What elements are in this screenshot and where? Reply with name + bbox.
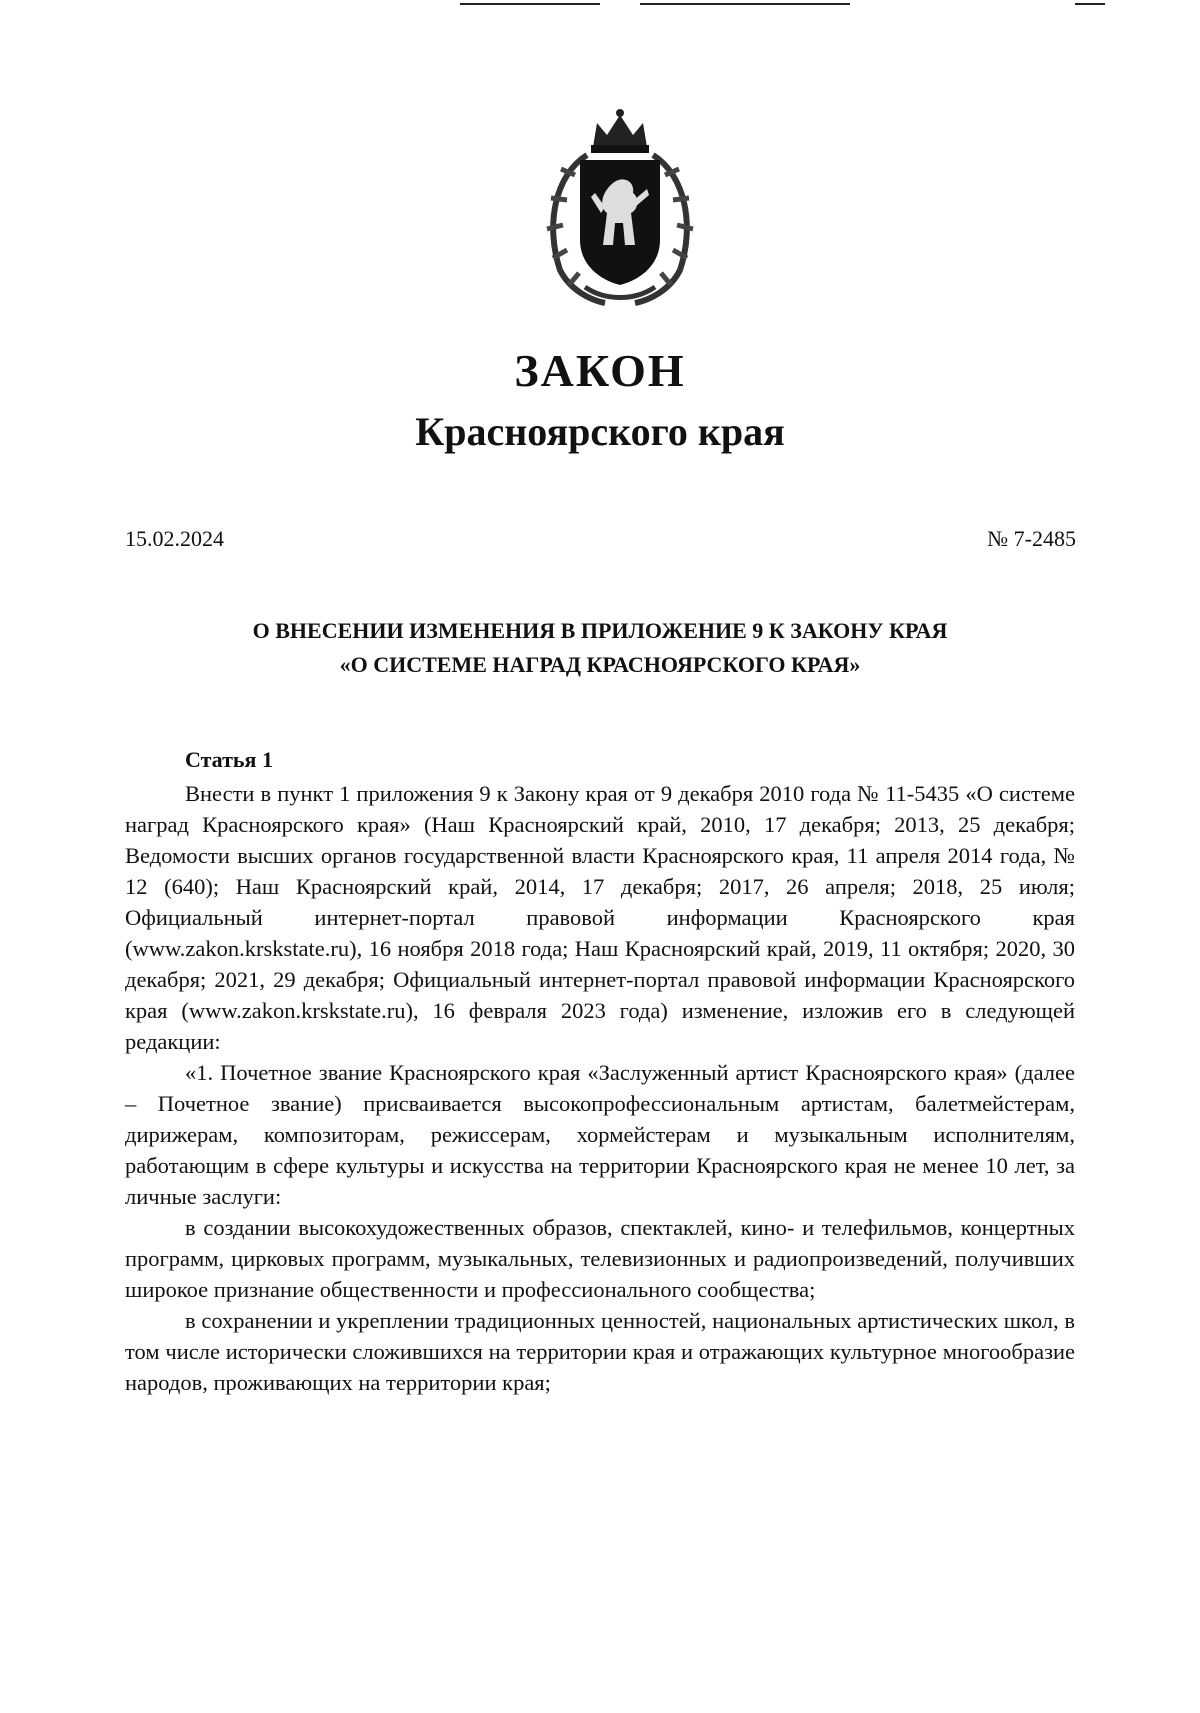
article-body — [125, 778, 1075, 1398]
scan-edge-line — [640, 3, 850, 5]
law-title: ЗАКОН — [514, 345, 686, 396]
law-number: № 7-2485 — [987, 526, 1076, 551]
paragraph: в создании высокохудожественных образов, спектаклей, кино- и телефильмов, концертных программ, цирковых программ, музыкальных, телевизионных и радиопроизведений, получивших широкое признание общественности и профессионального сообщества; — [125, 1215, 1075, 1302]
law-region: Красноярского края — [415, 409, 785, 454]
scan-edge-line — [460, 3, 600, 5]
law-heading-line: «О СИСТЕМЕ НАГРАД КРАСНОЯРСКОГО КРАЯ» — [339, 652, 861, 677]
coat-of-arms-emblem — [535, 105, 705, 310]
article-label: Статья 1 — [185, 747, 273, 772]
paragraph: в сохранении и укреплении традиционных ценностей, национальных артистических школ, в том числе исторически сложившихся на территории края и отражающих культурное многообразие народов, проживающих на территории края; — [125, 1308, 1075, 1395]
law-date: 15.02.2024 — [125, 526, 224, 551]
law-heading-line: О ВНЕСЕНИИ ИЗМЕНЕНИЯ В ПРИЛОЖЕНИЕ 9 К ЗАКОНУ КРАЯ — [252, 618, 948, 643]
paragraph: «1. Почетное звание Красноярского края «Заслуженный артист Красноярского края» (далее – Почетное звание) присваивается высокопрофессиональным артистам, балетмейстерам, дирижерам, композиторам, режиссерам, хормейстерам и музыкальным исполнителям, работающим в сфере культуры и искусства на территории Красноярского края не менее 10 лет, за личные заслуги: — [125, 1060, 1075, 1209]
scan-edge-line — [1075, 3, 1105, 5]
law-heading — [125, 614, 1075, 682]
paragraph: Внести в пункт 1 приложения 9 к Закону края от 9 декабря 2010 года № 11-5435 «О системе наград Красноярского края» (Наш Красноярский край, 2010, 17 декабря; 2013, 25 декабря; Ведомости высших органов государственной власти Красноярского края, 11 апреля 2014 года, № 12 (640); Наш Красноярский край, 2014, 17 декабря; 2017, 26 апреля; 2018, 25 июля; Официальный интернет-портал правовой информации Красноярского края (www.zakon.krskstate.ru), 16 ноября 2018 года; Наш Красноярский край, 2019, 11 октября; 2020, 30 декабря; 2021, 29 декабря; Официальный интернет-портал правовой информации Красноярского края (www.zakon.krskstate.ru), 16 февраля 2023 года) изменение, изложив его в следующей редакции: — [125, 781, 1075, 1054]
